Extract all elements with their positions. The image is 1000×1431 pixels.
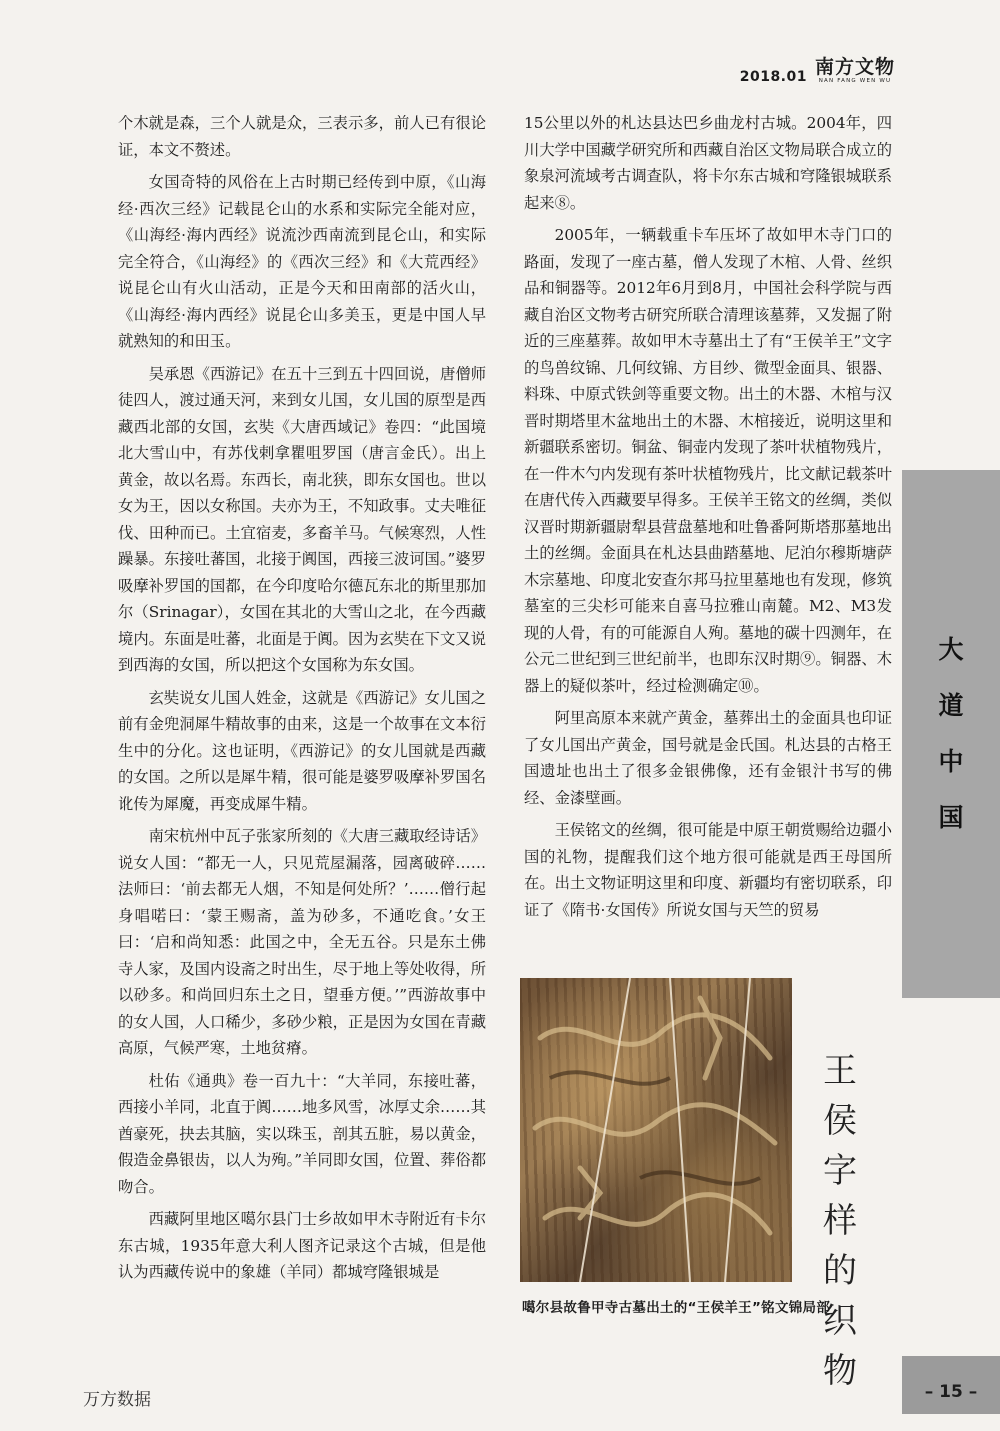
page-header xyxy=(740,58,895,85)
page-number-tab xyxy=(902,1356,1000,1414)
textile-pattern-graphic xyxy=(520,978,792,1282)
watermark: 万方数据 xyxy=(83,1390,151,1410)
left-column xyxy=(118,110,486,1292)
paragraph: 个木就是森，三个人就是众，三表示多，前人已有很论证，本文不赘述。 xyxy=(118,114,486,159)
section-char: 道 xyxy=(938,691,964,720)
caption-char: 样 xyxy=(823,1201,857,1241)
magazine-pinyin: NAN FANG WEN WU xyxy=(818,78,892,84)
page-number: – 15 – xyxy=(924,1382,978,1402)
section-char: 中 xyxy=(938,747,964,776)
paragraph: 吴承恩《西游记》在五十三到五十四回说，唐僧师徒四人，渡过通天河，来到女儿国，女儿国的原型是西藏西北部的女国，玄奘《大唐西域记》卷四：“此国境北大雪山中，有苏伐剌拿瞿咀罗国（唐言金氏）。出上黄金，故以名焉。东西长，南北狭，即东女国也。世以女为王，因以女称国。夫亦为王，不知政事。丈夫唯征伐、田种而已。土宜宿麦，多畜羊马。气候寒烈，人性躁暴。东接吐蕃国，北接于阗国，西接三波诃国。”婆罗吸摩补罗国的国都，在今印度哈尔德瓦东北的斯里那加尔（Srinagar），女国在其北的大雪山之北，在今西藏境内。东面是吐蕃，北面是于阗。因为玄奘在下文又说到西海的女国，所以把这个女国称为东女国。 xyxy=(118,364,486,674)
paragraph: 15公里以外的札达县达巴乡曲龙村古城。2004年，四川大学中国藏学研究所和西藏自治区文物局联合成立的象泉河流域考古调查队，将卡尔东古城和穹隆银城联系起来⑧。 xyxy=(524,114,892,212)
paragraph: 王侯铭文的丝绸，很可能是中原王朝赏赐给边疆小国的礼物，提醒我们这个地方很可能就是西王母国所在。出土文物证明这里和印度、新疆均有密切联系，印证了《隋书·女国传》所说女国与天竺的贸易 xyxy=(524,821,892,919)
paragraph: 杜佑《通典》卷一百九十：“大羊同，东接吐蕃，西接小羊同，北直于阗……地多风雪，冰厚丈余……其酋豪死，抉去其脑，实以珠玉，剖其五脏，易以黄金，假造金鼻银齿，以人为殉。”羊同即女国，位置、葬俗都吻合。 xyxy=(118,1071,486,1196)
right-column xyxy=(524,110,892,929)
figure-caption: 噶尔县故鲁甲寺古墓出土的“王侯羊王”铭文锦局部 xyxy=(522,1300,831,1316)
caption-char: 侯 xyxy=(823,1101,857,1141)
caption-char: 物 xyxy=(823,1351,857,1391)
paragraph: 阿里高原本来就产黄金，墓葬出土的金面具也印证了女儿国出产黄金，国号就是金氏国。札达县的古格王国遗址也出土了很多金银佛像，还有金银汁书写的佛经、金漆壁画。 xyxy=(524,709,892,807)
magazine-title: 南方文物 xyxy=(814,56,895,78)
caption-char: 织 xyxy=(823,1301,857,1341)
issue-number: 2018.01 xyxy=(739,68,807,85)
paragraph: 2005年，一辆载重卡车压坏了故如甲木寺门口的路面，发现了一座古墓，僧人发现了木棺、人骨、丝织品和铜器等。2012年6月到8月，中国社会科学院与西藏自治区文物考古研究所联合清理该墓葬，又发掘了附近的三座墓葬。故如甲木寺墓出土了有“王侯羊王”文字的鸟兽纹锦、几何纹锦、方目纱、微型金面具、银器、料珠、中原式铁剑等重要文物。出土的木器、木棺与汉晋时期塔里木盆地出土的木器、木棺接近，说明这里和新疆联系密切。铜盆、铜壶内发现了茶叶状植物残片，在一件木勺内发现有茶叶状植物残片，比文献记载茶叶在唐代传入西藏要早得多。王侯羊王铭文的丝绸，类似汉晋时期新疆尉犁县营盘墓地和吐鲁番阿斯塔那墓地出土的丝绸。金面具在札达县曲踏墓地、尼泊尔穆斯塘萨木宗墓地、印度北安查尔邦马拉里墓地也有发现，修筑墓室的三尖杉可能来自喜马拉雅山南麓。M2、M3发现的人骨，有的可能源自人殉。墓地的碳十四测年，在公元二世纪到三世纪前半，也即东汉时期⑨。铜器、木器上的疑似茶叶，经过检测确定⑩。 xyxy=(524,226,892,695)
paragraph: 玄奘说女儿国人姓金，这就是《西游记》女儿国之前有金兜洞犀牛精故事的由来，这是一个故事在文本衍生中的分化。这也证明，《西游记》的女儿国就是西藏的女国。之所以是犀牛精，很可能是婆罗吸摩补罗国名讹传为犀魔，再变成犀牛精。 xyxy=(118,688,486,813)
paragraph: 西藏阿里地区噶尔县门士乡故如甲木寺附近有卡尔东古城，1935年意大利人图齐记录这个古城，但是他认为西藏传说中的象雄（羊同）都城穹隆银城是 xyxy=(118,1210,486,1281)
section-char: 大 xyxy=(938,635,964,664)
caption-char: 的 xyxy=(823,1251,857,1291)
figure-side-caption xyxy=(800,1046,880,1396)
caption-char: 王 xyxy=(823,1051,857,1091)
paragraph: 南宋杭州中瓦子张家所刻的《大唐三藏取经诗话》说女人国：“都无一人，只见荒屋漏落，园离破碎……法师曰：‘前去都无人烟，不知是何处所？’……僧行起身唱喏曰：‘蒙王赐斋，盖为砂多，不通吃食。’女王曰：‘启和尚知悉：此国之中，全无五谷。只是东土佛寺人家，及国内设斋之时出生，尽于地上等处收得，所以砂多。和尚回归东土之日，望垂方便。’”西游故事中的女人国，人口稀少，多砂少粮，正是因为女国在青藏高原，气候严寒，土地贫瘠。 xyxy=(118,827,486,1057)
caption-char: 字 xyxy=(823,1151,857,1191)
section-tab xyxy=(902,470,1000,998)
textile-photo xyxy=(520,978,792,1282)
section-char: 国 xyxy=(938,803,964,832)
paragraph: 女国奇特的风俗在上古时期已经传到中原，《山海经·西次三经》记载昆仑山的水系和实际完全能对应，《山海经·海内西经》说流沙西南流到昆仑山，和实际完全符合，《山海经》的《西次三经》和《大荒西经》说昆仑山有火山活动，正是今天和田南部的活火山，《山海经·海内西经》说昆仑山多美玉，更是中国人早就熟知的和田玉。 xyxy=(118,173,486,350)
magazine-logo xyxy=(815,58,895,85)
